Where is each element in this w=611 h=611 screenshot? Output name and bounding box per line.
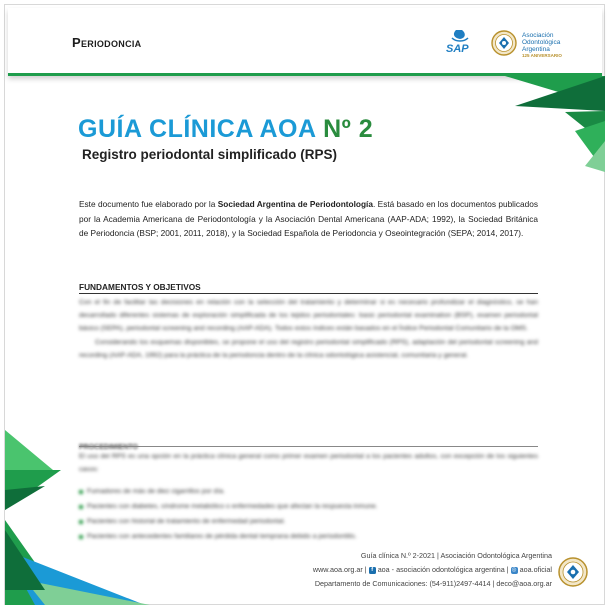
footer-website[interactable]: www.aoa.org.ar | [312, 565, 367, 574]
list-item: Fumadores de más de diez cigarrillos por día. [79, 484, 538, 499]
top-right-decoration [505, 76, 605, 176]
page-subtitle: Registro periodontal simplificado (RPS) [82, 147, 338, 162]
footer-guide-line: Guía clínica N.º 2-2021 | Asociación Odontológica Argentina [360, 551, 552, 560]
footer-instagram[interactable]: aoa.oficial [519, 565, 552, 574]
aoa-footer-seal-icon [558, 557, 588, 587]
title-number: Nº 2 [323, 115, 374, 143]
intro-bold-society: Sociedad Argentina de Periodontología [217, 199, 373, 209]
footer-department-line: Departamento de Comunicaciones: (54-911)2497-4414 | deco@aoa.org.ar [314, 579, 552, 588]
procedimiento-rule [79, 446, 538, 447]
aoa-name-line-1: Asociación [522, 32, 554, 39]
fundamentos-body [79, 296, 538, 362]
list-item: Pacientes con historial de tratamiento de enfermedad periodontal. [79, 514, 538, 529]
list-item: Pacientes con antecedentes familiares de pérdida dental temprana debido a periodontitis. [79, 529, 538, 544]
list-item: Pacientes con diabetes, síndrome metabólico o enfermedades que afectan la respuesta inmune. [79, 499, 538, 514]
instagram-icon: ◎ [511, 566, 517, 573]
page-title [78, 115, 373, 144]
facebook-icon: f [369, 567, 376, 574]
aoa-name-line-3: Argentina [522, 46, 550, 53]
fundamentos-paragraph-1: Con el fin de facilitar las decisiones en relación con la selección del tratamiento y determinar si es necesario profundizar el diagnóstico, se han desarrollado diferentes sistemas de exploración simplificada de los tejidos periodontales: basic periodontal examination (BSP), examen periodontal básico (SEPA), periodontal screening and recording (AAP-ADA). Todos estos índices están basados en el Índice Periodontal Comunitario de la OMS. [79, 299, 538, 333]
footer-facebook[interactable]: aoa - asociación odontológica argentina | [377, 565, 509, 574]
intro-text-2: . Está basado en los documentos publicados por la Academia Americana de Periodontología y la Asociación Dental Americana (AAP-ADA; 1992), la Sociedad Británica de Periodoncia (BSP; 2001, 2011, 2018), y la Sociedad Española de Periodoncia y Oseointegración (SEPA; 2014, 2017). [79, 199, 539, 238]
procedimiento-list [79, 484, 538, 544]
procedimiento-body: El uso del RPS es una opción en la práctica clínica general como primer examen periodontal a los pacientes adultos, con excepción de los siguientes casos: [79, 453, 538, 474]
aoa-name-line-2: Odontológica [522, 39, 561, 46]
fundamentos-paragraph-2: Considerando los esquemas disponibles, se propone el uso del registro periodontal simplificado (RPS), adaptación del periodontal screening and recording (AAP-ADA, 1992) para la práctica de la periodoncia dentro de la clínica odontológica asistencial, comunitaria y general. [79, 338, 538, 359]
aoa-name [522, 32, 560, 53]
section-heading-fundamentos: FUNDAMENTOS Y OBJETIVOS [79, 282, 538, 294]
left-decoration [5, 430, 75, 510]
aoa-seal-icon [491, 30, 517, 56]
procedimiento-heading-text: PROCEDIMIENTO [79, 444, 138, 451]
title-main: GUÍA CLÍNICA AOA [78, 115, 316, 143]
section-label: Periodoncia [72, 35, 142, 50]
intro-text-1: Este documento fue elaborado por la [79, 199, 218, 209]
section-heading-procedimiento [79, 436, 538, 451]
footer-contact-line [313, 565, 552, 574]
sap-label: SAP [446, 43, 469, 55]
intro-paragraph [79, 197, 538, 241]
aoa-anniversary: 125 ANIVERSARIO [522, 53, 562, 58]
